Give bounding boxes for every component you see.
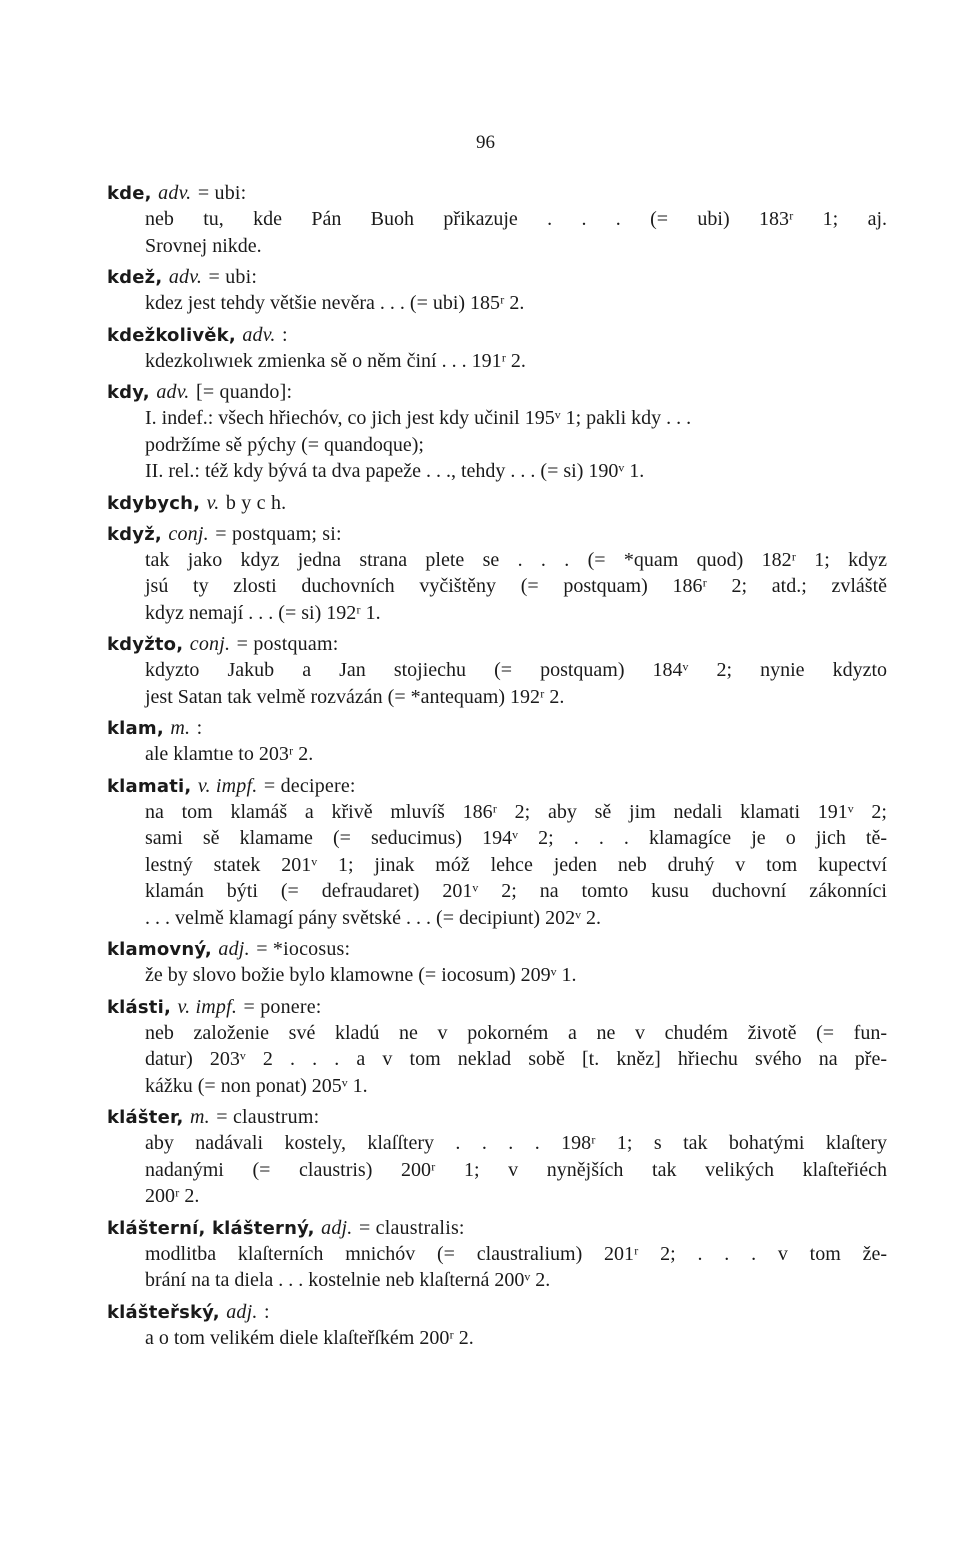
grammar-label: v. impf. [177, 995, 238, 1018]
grammar-label: adv. [158, 182, 192, 204]
entry-heading [107, 773, 887, 799]
citation-line: Srovnej nikde. [145, 234, 262, 257]
citation-line: 200ʳ 2. [145, 1185, 200, 1207]
citation-line: klamán býti (= defraudaret) 201ᵛ 2; na tomto kusu duchovní zákonníci [145, 880, 887, 902]
citation-line: kdyzto Jakub a Jan stojiechu (= postquam) 184ᵛ 2; nynie kdyzto [145, 659, 887, 681]
headword: kdež, [107, 267, 163, 288]
dictionary-entry [107, 1215, 887, 1299]
latin-gloss: = ponere: [243, 995, 322, 1018]
grammar-label: adv. [156, 381, 190, 403]
headword: kdežkolivěk, [107, 324, 236, 346]
dictionary-entry [107, 264, 887, 322]
citation-line: a o tom velikém diele klaſteřſkém 200ʳ 2. [145, 1326, 474, 1349]
latin-gloss: = postquam: [236, 633, 339, 655]
citation-line: modlitba klaſterních mnichóv (= claustralium) 201ʳ 2; . . . v tom že- [145, 1242, 887, 1265]
citation-line: jest Satan tak velmě rozvázán (= *antequam) 192ʳ 2. [145, 685, 565, 708]
grammar-label: v. [206, 491, 220, 514]
entry-heading [107, 715, 887, 741]
grammar-label: adj. [321, 1216, 353, 1239]
page-number: 96 [476, 132, 495, 153]
citation-line: neb založenie své kladú ne v pokorném a ne v chudém životě (= fun- [145, 1021, 887, 1044]
citation-line: kdez jest tehdy většie nevěra . . . (= ubi) 185ʳ 2. [145, 292, 525, 314]
citation-line: tak jako kdyz jedna strana plete se . . . (= *quam quod) 182ʳ 1; kdyz [145, 548, 887, 571]
dictionary-entry [107, 631, 887, 715]
citation-line: kdyz nemají . . . (= si) 192ʳ 1. [145, 601, 381, 624]
headword: kde, [107, 183, 152, 204]
entry-heading [107, 490, 887, 516]
entry-heading [107, 936, 887, 962]
headword: klamati, [107, 775, 192, 797]
entry-heading [107, 1104, 887, 1130]
citation-line: . . . velmě klamagí pány světské . . . (= decipiunt) 202ᵛ 2. [145, 906, 601, 929]
headword: klášterní, klášterný, [107, 1217, 315, 1239]
grammar-label: m. [189, 1106, 210, 1128]
dictionary-entry [107, 180, 887, 264]
headword: klam, [107, 718, 164, 739]
entry-spacer [107, 1351, 887, 1356]
dictionary-entry [107, 1299, 887, 1357]
citation-line: nadanými (= claustris) 200ʳ 1; v nynějších tak velikých klaſteřiéch [145, 1158, 887, 1181]
entry-heading [107, 1299, 887, 1325]
dictionary-entry [107, 773, 887, 937]
latin-gloss: : [282, 323, 288, 346]
dictionary-entry [107, 994, 887, 1105]
grammar-label: conj. [168, 522, 209, 545]
citation-line: aby nadávali kostely, klaſſtery . . . . 198ʳ 1; s tak bohatými klaſtery [145, 1132, 887, 1154]
headword: klásti, [107, 996, 172, 1018]
dictionary-entry [107, 936, 887, 994]
citation-line: datur) 203ᵛ 2 . . . a v tom neklad sobě [t. kněz] hřiechu svého na pře- [145, 1048, 887, 1070]
headword: kdybych, [107, 492, 201, 514]
latin-gloss: = claustrum: [216, 1106, 320, 1128]
citation-line: II. rel.: též kdy bývá ta dva papeže . . ., tehdy . . . (= si) 190ᵛ 1. [145, 460, 645, 482]
grammar-label: adj. [226, 1300, 258, 1323]
citation-line: lestný statek 201ᵛ 1; jinak móž lehce jeden neb druhý v tom kupectví [145, 853, 887, 876]
grammar-label: v. impf. [197, 774, 258, 797]
latin-gloss: : [196, 717, 203, 739]
dictionary-entry [107, 715, 887, 773]
citation-line: ale klamtıe to 203ʳ 2. [145, 743, 314, 765]
entry-heading [107, 264, 887, 290]
latin-gloss: b y c h. [225, 491, 287, 514]
latin-gloss: [= quando]: [195, 381, 293, 403]
headword: kdy, [107, 382, 150, 403]
latin-gloss: = postquam; si: [215, 522, 342, 545]
entry-heading [107, 180, 887, 206]
citation-line: jsú ty zlosti duchovních vyčištěny (= postquam) 186ʳ 2; atd.; zvláště [145, 575, 887, 597]
citation-line: kdezkolıwıek zmienka sě o něm činí . . . 191ʳ 2. [145, 349, 526, 372]
dictionary-entry [107, 521, 887, 632]
entry-heading [107, 631, 887, 657]
entry-heading [107, 521, 887, 547]
citation-line: I. indef.: všech hřiechóv, co jich jest kdy učinil 195ᵛ 1; pakli kdy . . . [145, 407, 692, 429]
latin-gloss: = *iocosus: [256, 938, 351, 960]
citation-line: podržíme sě pýchy (= quandoque); [145, 433, 424, 456]
headword: když, [107, 523, 162, 545]
latin-gloss: = ubi: [208, 266, 258, 288]
latin-gloss: = decipere: [263, 774, 356, 797]
grammar-label: adv. [242, 323, 276, 346]
latin-gloss: = claustralis: [358, 1216, 465, 1239]
citation-line: sami sě klamame (= seducimus) 194ᵛ 2; . . . klamagíce je o jich tě- [145, 827, 887, 849]
grammar-label: adj. [218, 938, 250, 960]
headword: klamovný, [107, 939, 212, 960]
dictionary-entry [107, 322, 887, 380]
grammar-label: conj. [189, 633, 231, 655]
headword: kdyžto, [107, 634, 184, 655]
citation-line: že by slovo božie bylo klamowne (= iocosum) 209ᵛ 1. [145, 964, 577, 986]
citation-line: na tom klamáš a křivě mluvíš 186ʳ 2; aby sě jim nedali klamati 191ᵛ 2; [145, 800, 887, 823]
entry-heading [107, 1215, 887, 1241]
dictionary-entry [107, 1104, 887, 1215]
headword: klášter, [107, 1107, 184, 1128]
dictionary-entry [107, 490, 887, 521]
entry-heading [107, 322, 887, 348]
citation-line: brání na ta diela . . . kostelnie neb klaſterná 200ᵛ 2. [145, 1269, 551, 1291]
dictionary-entries [107, 180, 887, 1356]
latin-gloss: = ubi: [197, 182, 247, 204]
headword: klášteřský, [107, 1301, 220, 1323]
citation-line: kážku (= non ponat) 205ᵛ 1. [145, 1074, 368, 1097]
citation-line: neb tu, kde Pán Buoh přikazuje . . . (= ubi) 183ʳ 1; aj. [145, 208, 887, 230]
grammar-label: m. [170, 717, 191, 739]
entry-heading [107, 379, 887, 405]
latin-gloss: : [264, 1300, 270, 1323]
entry-heading [107, 994, 887, 1020]
dictionary-entry [107, 379, 887, 490]
grammar-label: adv. [168, 266, 203, 288]
